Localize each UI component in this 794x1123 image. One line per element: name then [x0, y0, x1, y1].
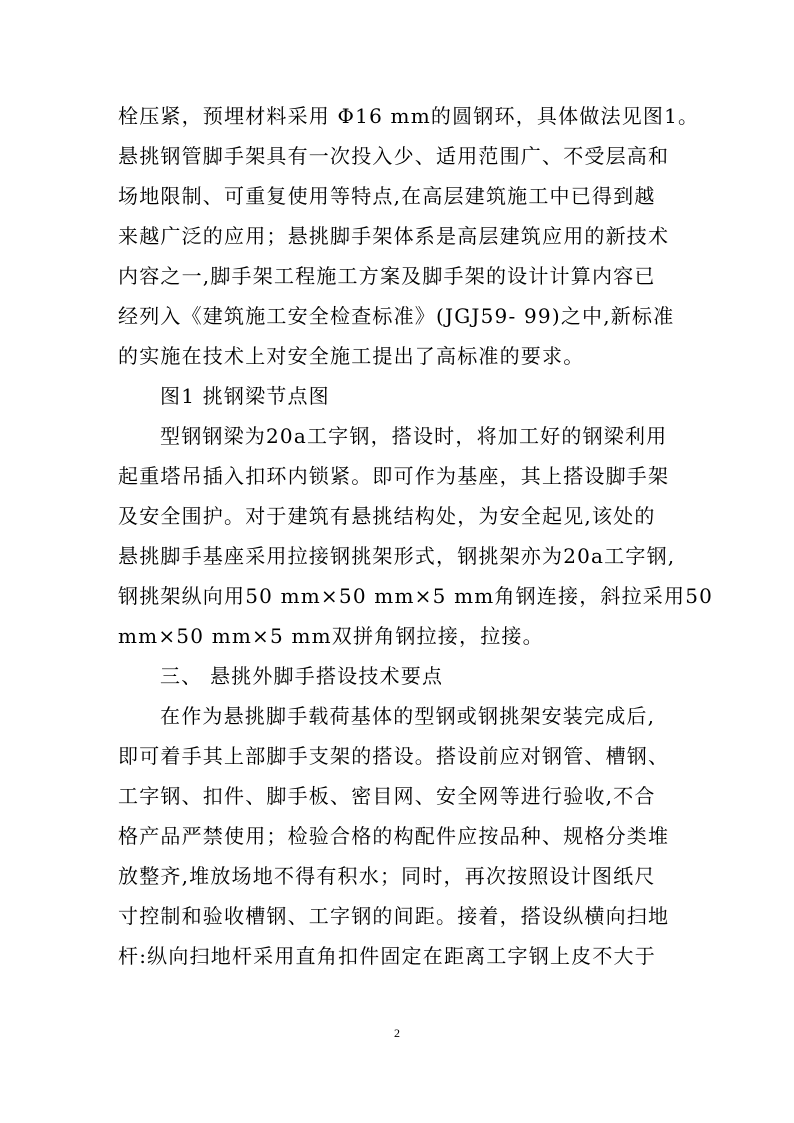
text-line-14: mm×50 mm×5 mm双拼角钢拉接，拉接。 [118, 624, 544, 648]
text-line-2: 悬挑钢管脚手架具有一次投入少、适用范围广、不受层高和 [118, 144, 670, 168]
text-line-20: 放整齐,堆放场地不得有积水；同时，再次按照设计图纸尺 [118, 864, 656, 888]
body-text [118, 96, 714, 976]
text-line-21: 寸控制和验收槽钢、工字钢的间距。接着，搭设纵横向扫地 [118, 904, 670, 928]
page-number: 2 [394, 1026, 400, 1040]
text-line-16: 在作为悬挑脚手载荷基体的型钢或钢挑架安装完成后, [160, 704, 656, 728]
text-line-12: 悬挑脚手基座采用拉接钢挑架形式，钢挑架亦为20a工字钢, [118, 544, 676, 568]
text-line-13: 钢挑架纵向用50 mm×50 mm×5 mm角钢连接，斜拉采用50 [118, 584, 714, 608]
text-line-10: 起重塔吊插入扣环内锁紧。即可作为基座，其上搭设脚手架 [118, 464, 670, 488]
text-line-4: 来越广泛的应用；悬挑脚手架体系是高层建筑应用的新技术 [118, 224, 670, 248]
text-line-1: 栓压紧，预埋材料采用 Φ16 mm的圆钢环，具体做法见图1。 [118, 104, 700, 128]
text-line-17: 即可着手其上部脚手支架的搭设。搭设前应对钢管、槽钢、 [118, 744, 670, 768]
text-line-11: 及安全围护。对于建筑有悬挑结构处，为安全起见,该处的 [118, 504, 656, 528]
text-line-18: 工字钢、扣件、脚手板、密目网、安全网等进行验收,不合 [118, 784, 656, 808]
text-line-19: 格产品严禁使用；检验合格的构配件应按品种、规格分类堆 [118, 824, 670, 848]
text-line-3: 场地限制、可重复使用等特点,在高层建筑施工中已得到越 [118, 184, 656, 208]
text-line-9: 型钢钢梁为20a工字钢，搭设时，将加工好的钢梁利用 [160, 424, 668, 448]
text-line-6: 经列入《建筑施工安全检查标准》(JGJ59- 99)之中,新标准 [118, 304, 675, 328]
figure-caption: 图1 挑钢梁节点图 [160, 384, 330, 408]
text-line-22: 杆:纵向扫地杆采用直角扣件固定在距离工字钢上皮不大于 [118, 944, 656, 968]
section-heading: 三、 悬挑外脚手搭设技术要点 [160, 664, 444, 688]
text-line-7: 的实施在技术上对安全施工提出了高标准的要求。 [118, 344, 585, 368]
text-line-5: 内容之一,脚手架工程施工方案及脚手架的设计计算内容已 [118, 264, 656, 288]
